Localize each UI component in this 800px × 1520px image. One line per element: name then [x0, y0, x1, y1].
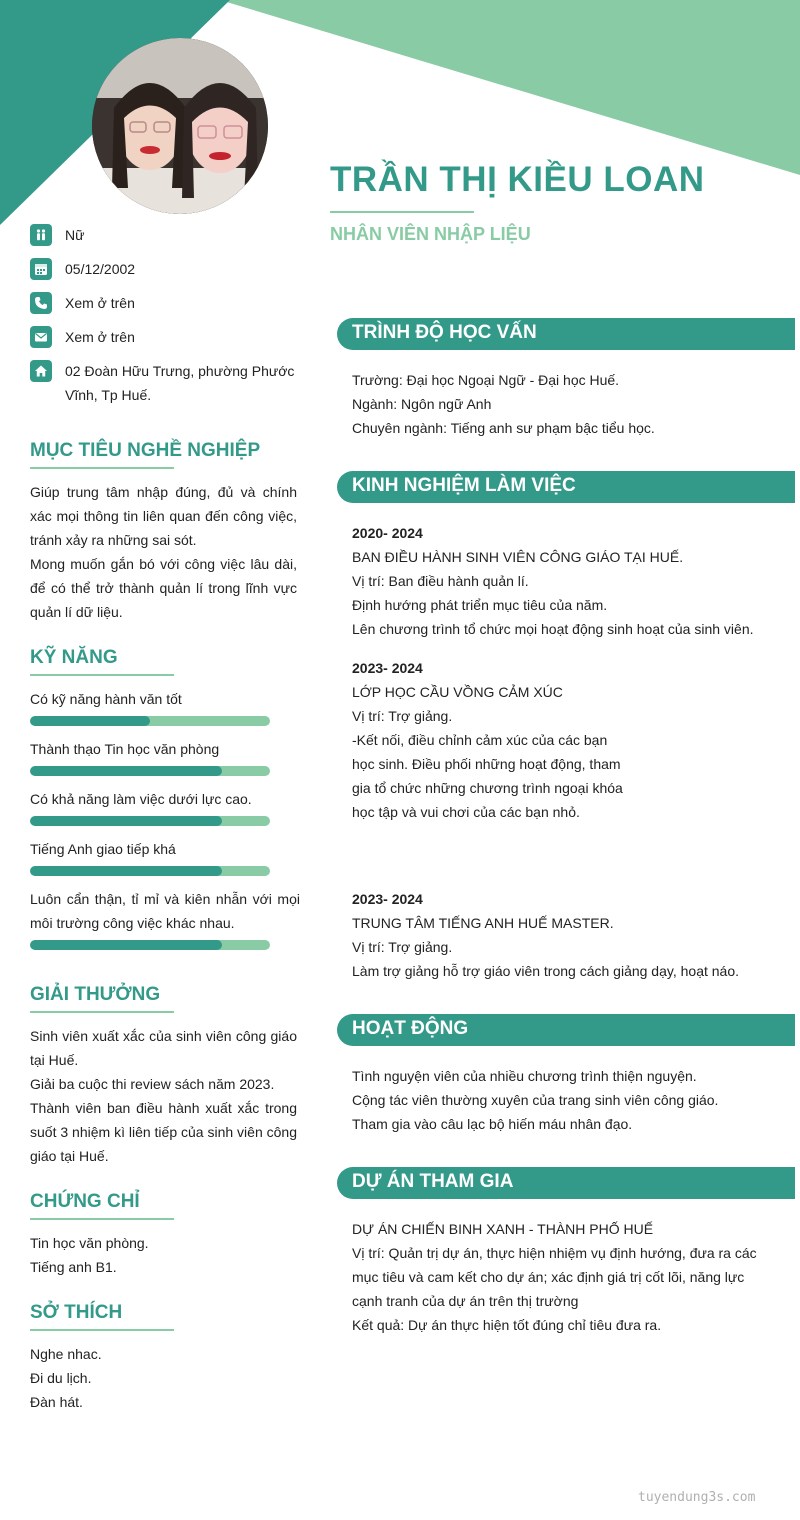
project-line: DỰ ÁN CHIẾN BINH XANH - THÀNH PHỐ HUẾ	[352, 1221, 654, 1237]
experience-period: 2023- 2024	[352, 660, 423, 676]
project-line: Kết quả: Dự án thực hiện tốt đúng chỉ tiêu đưa ra.	[352, 1317, 662, 1333]
contact-email-text: Xem ở trên	[65, 329, 135, 345]
education-line: Ngành: Ngôn ngữ Anh	[352, 396, 492, 412]
education-heading: TRÌNH ĐỘ HỌC VẤN	[352, 322, 537, 343]
skill-label: Luôn cẩn thận, tỉ mỉ và kiên nhẫn với mọi môi trường công việc khác nhau.	[30, 891, 300, 931]
award-line: Giải ba cuộc thi review sách năm 2023.	[30, 1076, 275, 1092]
calendar-icon	[30, 258, 52, 280]
experience-line: Vị trí: Trợ giảng.	[352, 939, 453, 955]
projects-heading: DỰ ÁN THAM GIA	[352, 1171, 514, 1192]
experience-line: Vị trí: Ban điều hành quản lí.	[352, 573, 529, 589]
skill-bar-fill	[30, 866, 222, 876]
experience-line: Vị trí: Trợ giảng.	[352, 708, 453, 724]
projects-text	[352, 1217, 767, 1337]
objective-text	[30, 480, 297, 624]
objective-heading: MỤC TIÊU NGHỀ NGHIỆP	[30, 440, 261, 461]
contact-gender	[30, 223, 310, 247]
certificates-heading: CHỨNG CHỈ	[30, 1191, 140, 1212]
experience-period: 2020- 2024	[352, 525, 423, 541]
contact-address	[30, 359, 310, 407]
hobby-line: Đàn hát.	[30, 1394, 83, 1410]
experience-line: gia tổ chức những chương trình ngoại khóa	[352, 780, 623, 796]
projects-heading-bar	[337, 1167, 795, 1199]
awards-divider	[30, 1011, 174, 1013]
objective-line: Giúp trung tâm nhập đúng, đủ và chính xác mọi thông tin liên quan đến công việc, tránh xảy ra những sai sót.	[30, 484, 297, 548]
candidate-role: NHÂN VIÊN NHẬP LIỆU	[330, 224, 531, 244]
skill-bar-fill	[30, 766, 222, 776]
skills-divider	[30, 674, 174, 676]
hobbies-heading: SỞ THÍCH	[30, 1302, 123, 1323]
objective-divider	[30, 467, 174, 469]
experience-heading-bar	[337, 471, 795, 503]
experience-line: BAN ĐIỀU HÀNH SINH VIÊN CÔNG GIÁO TẠI HUẾ.	[352, 549, 684, 565]
project-line: Vị trí: Quản trị dự án, thực hiện nhiệm vụ định hướng, đưa ra các mục tiêu và cam kết cho dự án; xác định giá trị cốt lõi, năng lực cạnh tranh của dự án trên thị trường	[352, 1245, 757, 1309]
experience-line: học tập và vui chơi của các bạn nhỏ.	[352, 804, 580, 820]
certificate-line: Tin học văn phòng.	[30, 1235, 149, 1251]
skill-label: Thành thạo Tin học văn phòng	[30, 741, 220, 757]
education-heading-bar	[337, 318, 795, 350]
email-icon	[30, 326, 52, 348]
gender-icon	[30, 224, 52, 246]
contact-address-text: 02 Đoàn Hữu Trưng, phường Phước Vĩnh, Tp Huế.	[65, 363, 295, 403]
contact-phone	[30, 291, 310, 315]
contact-gender-text: Nữ	[65, 227, 85, 243]
candidate-name: TRẦN THỊ KIỀU LOAN	[330, 160, 705, 199]
award-line: Thành viên ban điều hành xuất xắc trong suốt 3 nhiệm kì liên tiếp của sinh viên công giáo tại Huế.	[30, 1100, 297, 1164]
skill-bar-fill	[30, 716, 150, 726]
experience-line: học sinh. Điều phối những hoạt động, tham	[352, 756, 621, 772]
awards-text	[30, 1024, 297, 1168]
activities-heading-bar	[337, 1014, 795, 1046]
skill-bar-fill	[30, 940, 222, 950]
hobby-line: Đi du lịch.	[30, 1370, 92, 1386]
home-icon	[30, 360, 52, 382]
experience-item	[352, 887, 772, 983]
skill-label: Có kỹ năng hành văn tốt	[30, 691, 182, 707]
experience-item	[352, 521, 772, 641]
skill-label: Tiếng Anh giao tiếp khá	[30, 841, 176, 857]
experience-line: Định hướng phát triển mục tiêu của năm.	[352, 597, 608, 613]
experience-line: Làm trợ giảng hỗ trợ giáo viên trong cách giảng dạy, hoạt náo.	[352, 963, 740, 979]
experience-item	[352, 656, 772, 824]
contact-birthday-text: 05/12/2002	[65, 261, 136, 277]
skill-bar	[30, 816, 270, 826]
activities-text	[352, 1064, 772, 1136]
certificate-line: Tiếng anh B1.	[30, 1259, 117, 1275]
avatar	[92, 38, 268, 214]
activity-line: Tình nguyện viên của nhiều chương trình thiện nguyện.	[352, 1068, 697, 1084]
skills-heading: KỸ NĂNG	[30, 647, 118, 668]
objective-line: Mong muốn gắn bó với công việc lâu dài, để có thể trở thành quản lí trong lĩnh vực quản lí dữ liệu.	[30, 556, 297, 620]
certificates-text	[30, 1231, 297, 1279]
education-line: Chuyên ngành: Tiếng anh sư phạm bậc tiểu học.	[352, 420, 655, 436]
contact-phone-text: Xem ở trên	[65, 295, 135, 311]
phone-icon	[30, 292, 52, 314]
certificates-divider	[30, 1218, 174, 1220]
experience-heading: KINH NGHIỆM LÀM VIỆC	[352, 475, 576, 496]
contact-email	[30, 325, 310, 349]
watermark: tuyendung3s.com	[638, 1490, 756, 1505]
education-text	[352, 368, 772, 440]
skill-bar	[30, 766, 270, 776]
activities-heading: HOẠT ĐỘNG	[352, 1018, 469, 1039]
experience-line: LỚP HỌC CẦU VỒNG CẢM XÚC	[352, 684, 563, 700]
skill-label: Có khả năng làm việc dưới lực cao.	[30, 791, 252, 807]
award-line: Sinh viên xuất xắc của sinh viên công giáo tại Huế.	[30, 1028, 297, 1068]
experience-line: TRUNG TÂM TIẾNG ANH HUẾ MASTER.	[352, 915, 614, 931]
activity-line: Cộng tác viên thường xuyên của trang sinh viên công giáo.	[352, 1092, 719, 1108]
skill-bar-fill	[30, 816, 222, 826]
skill-bar	[30, 866, 270, 876]
experience-period: 2023- 2024	[352, 891, 423, 907]
skill-bar	[30, 716, 270, 726]
experience-line: -Kết nối, điều chỉnh cảm xúc của các bạn	[352, 732, 608, 748]
hobbies-text	[30, 1342, 297, 1414]
education-line: Trường: Đại học Ngoại Ngữ - Đại học Huế.	[352, 372, 620, 388]
hobbies-divider	[30, 1329, 174, 1331]
activity-line: Tham gia vào câu lạc bộ hiến máu nhân đạo.	[352, 1116, 633, 1132]
skill-bar	[30, 940, 270, 950]
awards-heading: GIẢI THƯỞNG	[30, 984, 161, 1005]
hobby-line: Nghe nhac.	[30, 1346, 102, 1362]
experience-line: Lên chương trình tổ chức mọi hoạt động sinh hoạt của sinh viên.	[352, 621, 754, 637]
name-divider	[330, 211, 474, 213]
contact-birthday	[30, 257, 310, 281]
